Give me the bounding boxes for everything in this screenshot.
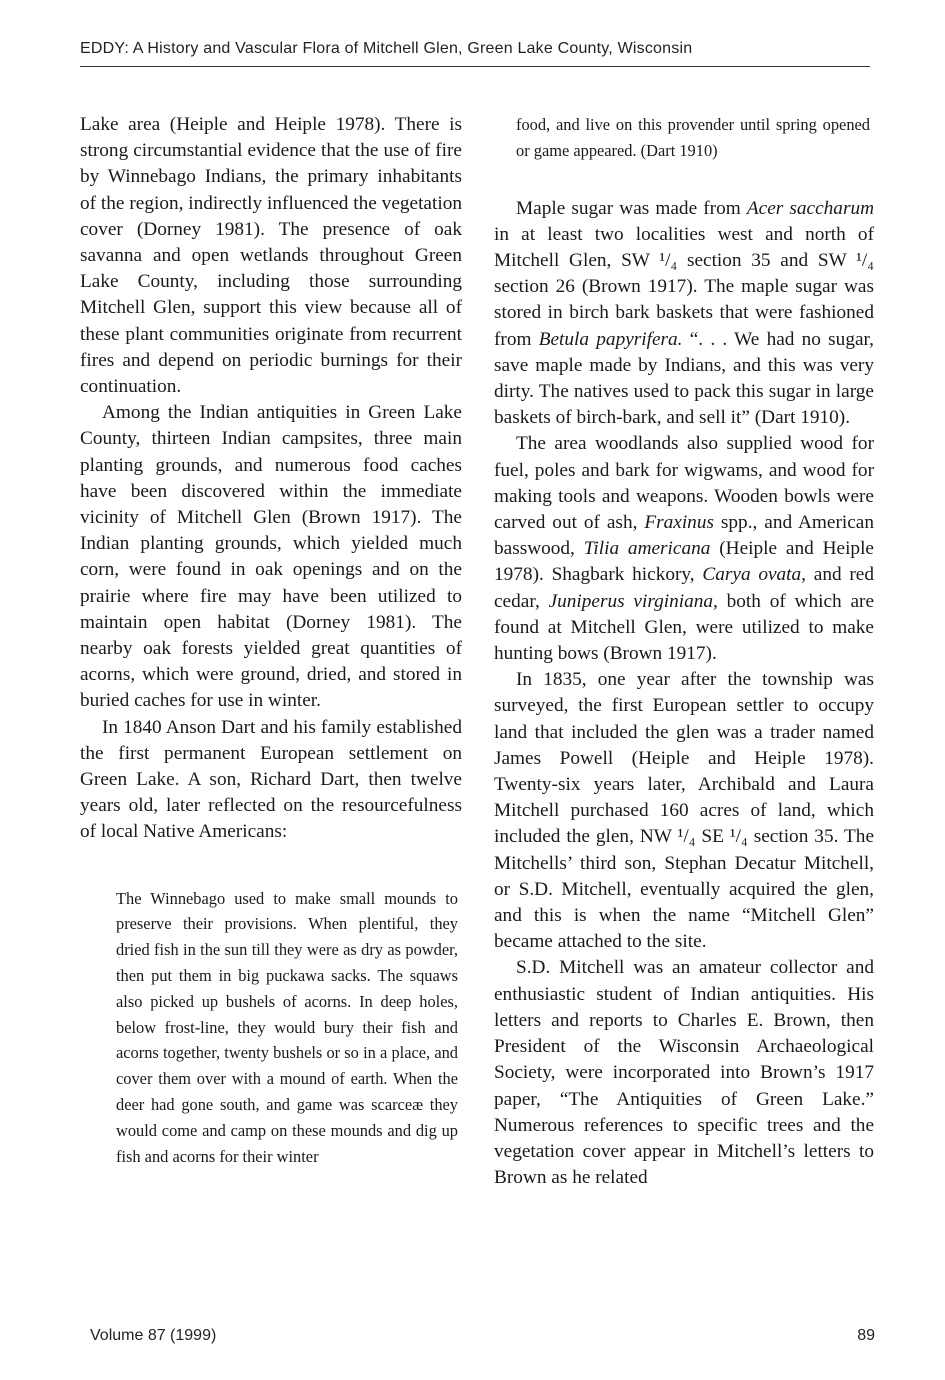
text-run: Maple sugar was made from <box>516 197 747 219</box>
paragraph-indian-antiquities: Among the Indian antiquities in Green Lake County, thirteen Indian campsites, three main planting grounds, and numerous food caches have been discovered within the immediate vicinity of Mitchell Glen (Brown 1917). The Indian planting grounds, which yielded much corn, were found in oak openings and on the prairie where fire may have been utilized to maintain open habitat (Dorney 1981). The nearby oak forests yielded great quantities of acorns, which were ground, dried, and stored in buried caches for use in winter. <box>80 402 462 712</box>
right-column <box>494 112 874 1191</box>
paragraph-maple-sugar <box>494 196 874 432</box>
volume-footer: Volume 87 (1999) <box>90 1327 217 1344</box>
species-name: Tilia americana <box>583 538 711 560</box>
species-name: Juniperus virginiana, <box>548 590 718 612</box>
header-rule <box>80 66 870 67</box>
text-run: “. . . We had no sugar, save maple made by Indians, and this was very dirty. The natives used to pack this sugar in large baskets of birch-bark, and sell it” (Dart 1910). <box>494 328 874 429</box>
text-run: (Heiple and Heiple 1978). Shagbark hickory, <box>494 538 874 586</box>
paragraph-european-settlers: In 1835, one year after the township was surveyed, the first European settler to occupy land that included the glen was a trader named James Powell (Heiple and Heiple 1978). Twenty-six years later, Archibald and Laura Mitchell purchased 160 acres of land, which included the glen, NW ¹/₄ SE ¹/₄ section 35. The Mitchells’ third son, Stephan Decatur Mitchell, or S.D. Mitchell, eventually acquired the glen, and this is when the name “Mitchell Glen” became attached to the site. <box>494 669 874 953</box>
species-name: Acer saccharum <box>746 197 875 219</box>
text-run: both of which are found at Mitchell Glen, were utilized to make hunting bows (Brown 1917). <box>494 590 875 665</box>
species-name: Betula papyrifera. <box>538 328 683 350</box>
species-name: Carya ovata, <box>702 564 806 586</box>
left-column <box>80 112 462 1169</box>
paragraph-sd-mitchell: S.D. Mitchell was an amateur collector and enthusiastic student of Indian antiquities. His letters and reports to Charles E. Brown, then President of the Wisconsin Archaeological Society, were incorporated into Brown’s 1917 paper, “The Antiquities of Green Lake.” Numerous references to specific trees and the vegetation cover appear in Mitchell’s letters to Brown as he related <box>494 957 874 1189</box>
block-quote-winnebago: The Winnebago used to make small mounds to preserve their provisions. When plentiful, they dried fish in the sun till they were as dry as powder, then put them in big puckawa sacks. The squaws also picked up bushels of acorns. In deep holes, below frost-line, they would bury their fish and acorns together, twenty bushels or so in a place, and cover them over with a mound of earth. When the deer had gone south, and game was scarceæ they would come and camp on these mounds and dig up fish and acorns for their winter <box>116 888 458 1166</box>
page-number: 89 <box>857 1327 875 1344</box>
block-quote-continuation: food, and live on this provender until spring opened or game appeared. (Dart 1910) <box>516 115 870 160</box>
running-head: EDDY: A History and Vascular Flora of Mitchell Glen, Green Lake County, Wisconsin <box>80 40 693 57</box>
text-run: and red cedar, <box>494 564 874 612</box>
paragraph-dart-settlement: In 1840 Anson Dart and his family established the first permanent European settlement on Green Lake. A son, Richard Dart, then twelve years old, later reflected on the resourcefulness of local Native Americans: <box>80 716 462 843</box>
text-run: spp., and American basswood, <box>494 512 874 560</box>
text-run: The area woodlands also supplied wood for fuel, poles and bark for wigwams, and wood for making tools and weapons. Wooden bowls were carved out of ash, <box>494 433 874 534</box>
species-name: Fraxinus <box>644 512 714 534</box>
paragraph-fire-history: Lake area (Heiple and Heiple 1978). There is strong circumstantial evidence that the use of fire by Winnebago Indians, the primary inhabitants of the region, indirectly influenced the vegetation cover (Dorney 1981). The presence of oak savanna and open wetlands throughout Green Lake County, including those surrounding Mitchell Glen, support this view because all of these plant communities originate from recurrent fires and depend on periodic burnings for their continuation. <box>80 114 462 398</box>
text-run: in at least two localities west and north of Mitchell Glen, SW ¹/₄ section 35 and SW ¹/₄ section 26 (Brown 1917). The maple sugar was stored in birch bark baskets that were fashioned from <box>494 223 874 350</box>
paragraph-woodland-uses <box>494 431 874 667</box>
